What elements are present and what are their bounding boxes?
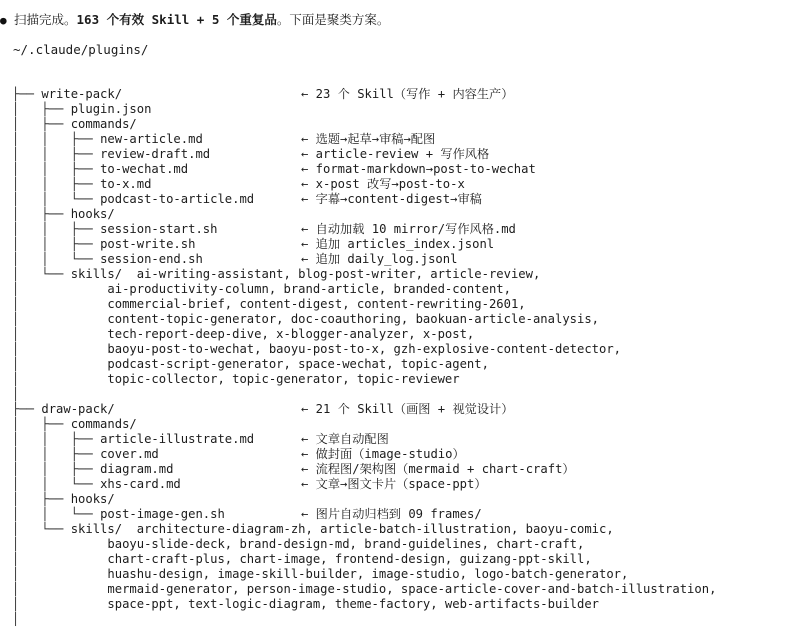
tree-line — [12, 567, 802, 582]
tree-entry-comment: ← x-post 改写→post-to-x — [301, 177, 465, 191]
tree-branch: │ — [12, 342, 108, 356]
tree-line — [12, 432, 802, 447]
tree-entry-name: article-illustrate.md — [100, 432, 255, 446]
tree-branch: │ — [12, 297, 108, 311]
tree-line — [12, 117, 802, 132]
tree-entry-name: content-topic-generator, doc-coauthoring, baokuan-article-analysis, — [107, 312, 600, 326]
tree-line — [12, 282, 802, 297]
tree-entry-comment: ← 23 个 Skill（写作 + 内容生产） — [301, 87, 514, 101]
tree-branch: │ │ ├── — [12, 462, 101, 476]
tree-line — [12, 387, 802, 402]
tree-branch: │ — [12, 552, 108, 566]
tree-entry-name: session-end.sh — [100, 252, 203, 266]
tree-entry-name: hooks/ — [70, 492, 115, 506]
tree-line — [12, 417, 802, 432]
tree-entry-name: podcast-to-article.md — [100, 192, 255, 206]
tree-branch: │ │ ├── — [12, 177, 101, 191]
tree-branch: │ — [12, 597, 108, 611]
tree-entry-name: diagram.md — [100, 462, 174, 476]
tree-entry-comment: ← 流程图/架构图（mermaid + chart-craft） — [301, 462, 575, 476]
tree-entry-name: to-wechat.md — [100, 162, 189, 176]
tree-entry-name: space-ppt, text-logic-diagram, theme-factory, web-artifacts-builder — [107, 597, 600, 611]
tree-branch: ├── — [12, 402, 42, 416]
tree-branch: │ ├── — [12, 117, 71, 131]
root-path: ~/.claude/plugins/ — [13, 42, 149, 57]
tree-entry-name: baoyu-slide-deck, brand-design-md, brand-guidelines, chart-craft, — [107, 537, 585, 551]
directory-tree — [12, 72, 802, 627]
tree-branch: │ │ ├── — [12, 147, 101, 161]
tree-line — [12, 162, 802, 177]
tree-entry-name: topic-collector, topic-generator, topic-reviewer — [107, 372, 460, 386]
tree-branch: │ │ ├── — [12, 222, 101, 236]
tree-entry-name: commands/ — [70, 117, 137, 131]
tree-entry-name: commands/ — [70, 417, 137, 431]
tree-entry-name: podcast-script-generator, space-wechat, topic-agent, — [107, 357, 489, 371]
tree-line — [12, 402, 802, 417]
tree-entry-name: baoyu-post-to-wechat, baoyu-post-to-x, gzh-explosive-content-detector, — [107, 342, 622, 356]
tree-entry-comment: ← format-markdown→post-to-wechat — [301, 162, 536, 176]
tree-branch: │ │ └── — [12, 192, 101, 206]
tree-entry-comment: ← 追加 articles_index.jsonl — [301, 237, 495, 251]
tree-line — [12, 267, 802, 282]
tree-line — [12, 222, 802, 237]
tree-branch: │ — [12, 357, 108, 371]
summary-text-prefix: 扫描完成。 — [14, 12, 77, 27]
tree-branch: │ — [12, 582, 108, 596]
tree-branch: │ └── — [12, 522, 71, 536]
tree-line — [12, 462, 802, 477]
tree-branch: │ — [12, 282, 108, 296]
tree-line — [12, 147, 802, 162]
summary-count: 163 个有效 Skill + 5 个重复品 — [76, 12, 277, 27]
tree-line — [12, 252, 802, 267]
tree-entry-name: draw-pack/ — [41, 402, 115, 416]
tree-line — [12, 192, 802, 207]
tree-line — [12, 552, 802, 567]
tree-entry-comment: ← 选题→起草→审稿→配图 — [301, 132, 436, 146]
tree-line — [12, 492, 802, 507]
tree-line — [12, 477, 802, 492]
tree-branch: │ — [12, 612, 20, 626]
tree-entry-name: plugin.json — [70, 102, 152, 116]
tree-branch: │ │ └── — [12, 477, 101, 491]
tree-line — [12, 237, 802, 252]
tree-branch: │ │ └── — [12, 507, 101, 521]
tree-entry-name: huashu-design, image-skill-builder, image-studio, logo-batch-generator, — [107, 567, 629, 581]
tree-line — [12, 582, 802, 597]
tree-branch: │ — [12, 387, 20, 401]
tree-entry-comment: ← 做封面（image-studio） — [301, 447, 465, 461]
tree-entry-name: to-x.md — [100, 177, 152, 191]
tree-entry-name: post-image-gen.sh — [100, 507, 225, 521]
tree-branch: │ │ ├── — [12, 432, 101, 446]
tree-branch: │ ├── — [12, 492, 71, 506]
tree-entry-name: ai-productivity-column, brand-article, branded-content, — [107, 282, 511, 296]
tree-line — [12, 312, 802, 327]
tree-entry-comment: ← 21 个 Skill（画图 + 视觉设计） — [301, 402, 514, 416]
tree-line — [12, 72, 802, 87]
tree-branch: ├── — [12, 87, 42, 101]
tree-branch: │ — [12, 567, 108, 581]
tree-entry-comment: ← 图片自动归档到 09 frames/ — [301, 507, 482, 521]
tree-entry-name: commercial-brief, content-digest, content-rewriting-2601, — [107, 297, 526, 311]
tree-entry-name: skills/ ai-writing-assistant, blog-post-writer, article-review, — [70, 267, 541, 281]
tree-entry-name: cover.md — [100, 447, 159, 461]
tree-branch: │ │ ├── — [12, 132, 101, 146]
tree-line — [12, 327, 802, 342]
tree-entry-name: write-pack/ — [41, 87, 123, 101]
tree-line — [12, 537, 802, 552]
tree-entry-name: session-start.sh — [100, 222, 218, 236]
summary-text-suffix: 。下面是聚类方案。 — [276, 12, 390, 27]
scan-summary-line — [0, 10, 389, 30]
tree-line — [12, 297, 802, 312]
tree-branch: │ │ ├── — [12, 237, 101, 251]
tree-line — [12, 87, 802, 102]
tree-entry-name: review-draft.md — [100, 147, 211, 161]
tree-branch: │ ├── — [12, 207, 71, 221]
tree-entry-comment: ← 文章→图文卡片（space-ppt） — [301, 477, 487, 491]
tree-branch: │ ├── — [12, 102, 71, 116]
tree-line — [12, 372, 802, 387]
tree-entry-name: mermaid-generator, person-image-studio, space-article-cover-and-batch-illustration, — [107, 582, 717, 596]
tree-line — [12, 522, 802, 537]
tree-branch: │ ├── — [12, 417, 71, 431]
tree-branch: │ — [12, 537, 108, 551]
tree-entry-comment: ← 追加 daily_log.jsonl — [301, 252, 458, 266]
tree-line — [12, 357, 802, 372]
tree-line — [12, 342, 802, 357]
tree-line — [12, 207, 802, 222]
tree-branch: │ — [12, 312, 108, 326]
tree-entry-name: post-write.sh — [100, 237, 196, 251]
tree-entry-comment: ← 自动加载 10 mirror/写作风格.md — [301, 222, 516, 236]
tree-line — [12, 177, 802, 192]
tree-branch: │ └── — [12, 267, 71, 281]
tree-entry-name: hooks/ — [70, 207, 115, 221]
tree-line — [12, 447, 802, 462]
tree-line — [12, 507, 802, 522]
tree-branch: │ │ ├── — [12, 162, 101, 176]
tree-entry-comment: ← 文章自动配图 — [301, 432, 389, 446]
bullet-icon: ● — [0, 14, 7, 27]
tree-branch: │ — [12, 372, 108, 386]
tree-line — [12, 132, 802, 147]
tree-entry-name: chart-craft-plus, chart-image, frontend-design, guizang-ppt-skill, — [107, 552, 592, 566]
tree-entry-comment: ← article-review + 写作风格 — [301, 147, 490, 161]
tree-entry-name: skills/ architecture-diagram-zh, article-batch-illustration, baoyu-comic, — [70, 522, 614, 536]
tree-line — [12, 612, 802, 627]
tree-branch: │ — [12, 327, 108, 341]
tree-entry-name: xhs-card.md — [100, 477, 181, 491]
tree-line — [12, 597, 802, 612]
tree-branch: │ │ └── — [12, 252, 101, 266]
tree-entry-comment: ← 字幕→content-digest→审稿 — [301, 192, 482, 206]
tree-entry-name: new-article.md — [100, 132, 203, 146]
tree-entry-name: tech-report-deep-dive, x-blogger-analyzer, x-post, — [107, 327, 475, 341]
tree-branch: │ │ ├── — [12, 447, 101, 461]
tree-line — [12, 102, 802, 117]
